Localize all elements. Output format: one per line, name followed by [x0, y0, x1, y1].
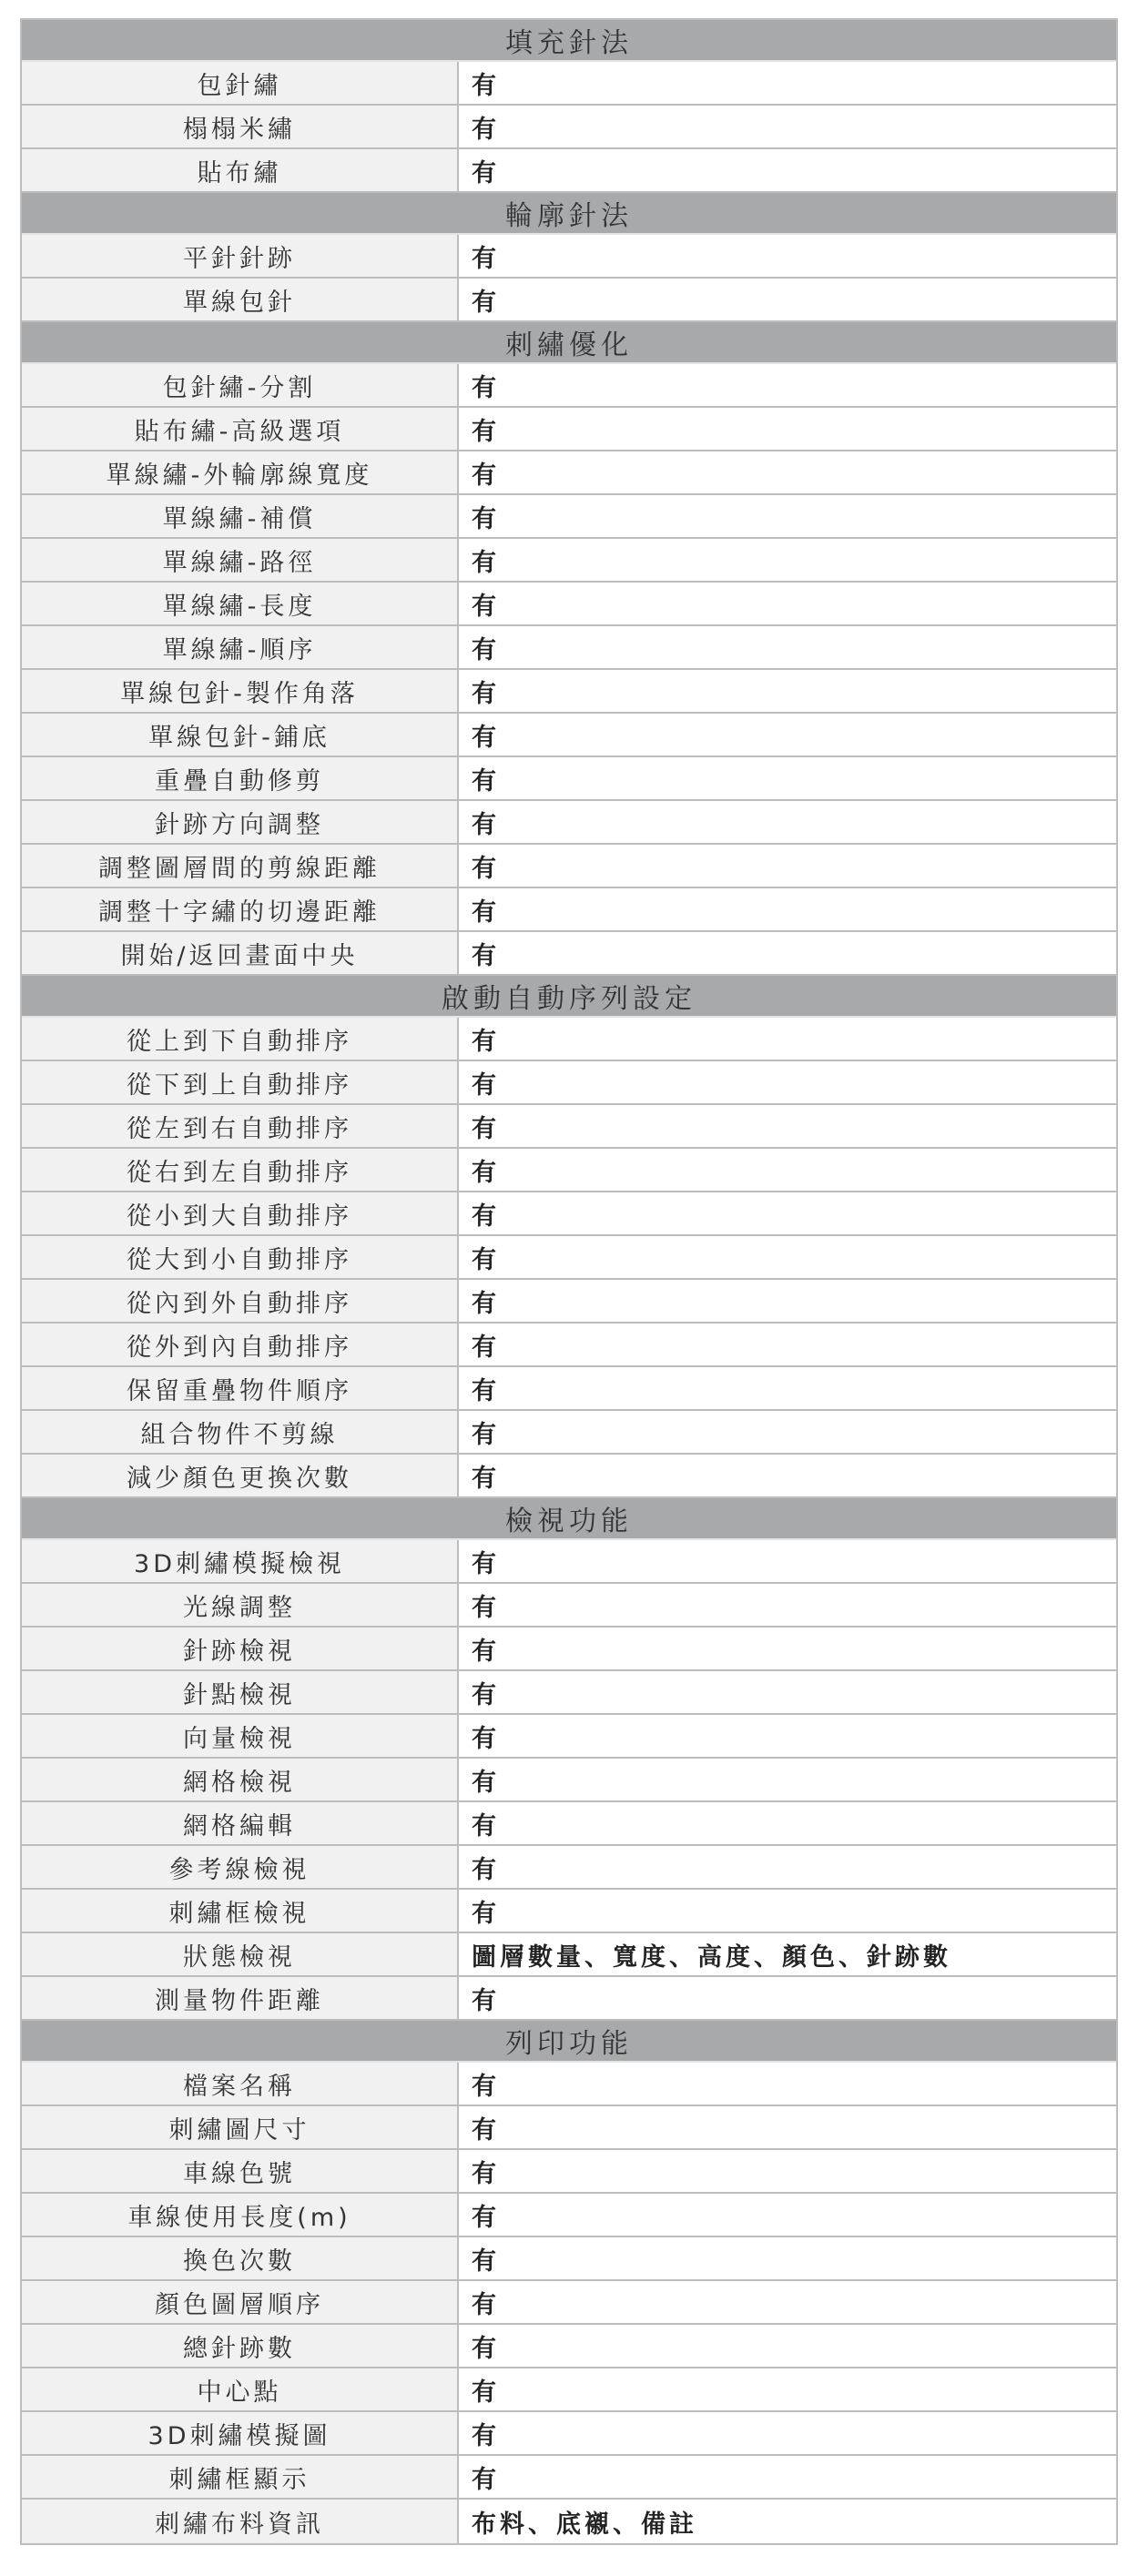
table-row: [22, 1411, 1116, 1455]
row-label: 從外到內自動排序: [22, 1323, 459, 1365]
row-label: 刺繡圖尺寸: [22, 2106, 459, 2148]
row-label: 重疊自動修剪: [22, 757, 459, 799]
table-row: [22, 2412, 1116, 2456]
table-row: [22, 1584, 1116, 1628]
row-value: 有: [472, 941, 500, 970]
row-value: 有: [472, 723, 500, 752]
row-value: 有: [472, 2246, 500, 2276]
row-label: 測量物件距離: [22, 1977, 459, 2019]
section-header: 列印功能: [22, 2021, 1116, 2063]
table-row: [22, 2456, 1116, 2500]
table-row: [22, 1890, 1116, 1933]
row-value: 有: [472, 461, 500, 490]
row-value: 有: [472, 1289, 500, 1318]
table-row: [22, 1977, 1116, 2021]
row-value: 有: [472, 1768, 500, 1797]
row-label: 從下到上自動排序: [22, 1061, 459, 1103]
row-value: 有: [472, 2203, 500, 2232]
row-label: 檔案名稱: [22, 2063, 459, 2104]
row-value: 有: [472, 1549, 500, 1578]
row-label: 從左到右自動排序: [22, 1105, 459, 1147]
row-value: 有: [472, 2072, 500, 2101]
row-value: 有: [472, 244, 500, 273]
row-value: 有: [472, 635, 500, 664]
row-value: 有: [472, 288, 500, 317]
row-label: 網格編輯: [22, 1802, 459, 1844]
table-row: [22, 1280, 1116, 1323]
table-row: [22, 1933, 1116, 1977]
row-label: 從上到下自動排序: [22, 1018, 459, 1060]
table-row: [22, 2106, 1116, 2150]
section-auto-sequence: [22, 976, 1116, 1498]
row-label: 榻榻米繡: [22, 106, 459, 147]
table-row: [22, 539, 1116, 583]
row-label: 刺繡框檢視: [22, 1890, 459, 1932]
row-label: 刺繡框顯示: [22, 2456, 459, 2498]
table-row: [22, 1846, 1116, 1890]
section-fill-stitch: [22, 20, 1116, 193]
table-row: [22, 1455, 1116, 1498]
row-value: 布料、底襯、備註: [472, 2510, 697, 2539]
table-row: [22, 1018, 1116, 1061]
row-label: 刺繡布料資訊: [22, 2500, 459, 2543]
row-value: 有: [472, 1376, 500, 1405]
row-value: 有: [472, 1202, 500, 1231]
row-value: 有: [472, 1333, 500, 1362]
row-label: 車線使用長度(m): [22, 2194, 459, 2236]
row-label: 保留重疊物件順序: [22, 1367, 459, 1409]
table-row: [22, 1759, 1116, 1802]
row-value: 有: [472, 1245, 500, 1274]
row-label: 3D刺繡模擬檢視: [22, 1540, 459, 1582]
row-label: 網格檢視: [22, 1759, 459, 1800]
row-label: 針點檢視: [22, 1671, 459, 1713]
table-row: [22, 626, 1116, 670]
row-value: 有: [472, 158, 500, 188]
section-header: 檢視功能: [22, 1498, 1116, 1540]
row-label: 總針跡數: [22, 2325, 459, 2367]
section-print-functions: [22, 2021, 1116, 2543]
row-value: 有: [472, 417, 500, 446]
row-value: 有: [472, 1420, 500, 1449]
table-row: [22, 583, 1116, 626]
table-row: [22, 1802, 1116, 1846]
row-value: 有: [472, 679, 500, 708]
row-label: 組合物件不剪線: [22, 1411, 459, 1453]
row-value: 有: [472, 1855, 500, 1884]
row-label: 從右到左自動排序: [22, 1149, 459, 1191]
table-row: [22, 932, 1116, 976]
row-value: 有: [472, 1724, 500, 1753]
section-view-functions: [22, 1498, 1116, 2021]
table-row: [22, 408, 1116, 451]
table-row: [22, 2500, 1116, 2543]
row-value: 有: [472, 1593, 500, 1622]
row-label: 單線包針-鋪底: [22, 714, 459, 756]
row-value: 有: [472, 1114, 500, 1143]
row-value: 有: [472, 1070, 500, 1100]
row-label: 單線包針: [22, 279, 459, 320]
table-row: [22, 2281, 1116, 2325]
table-row: [22, 888, 1116, 932]
table-row: [22, 279, 1116, 322]
table-row: [22, 1061, 1116, 1105]
row-label: 平針針跡: [22, 235, 459, 277]
row-label: 從大到小自動排序: [22, 1236, 459, 1278]
table-row: [22, 1149, 1116, 1192]
row-label: 車線色號: [22, 2150, 459, 2192]
row-value: 有: [472, 373, 500, 402]
row-label: 狀態檢視: [22, 1933, 459, 1975]
row-label: 針跡檢視: [22, 1628, 459, 1669]
row-label: 貼布繡-高級選項: [22, 408, 459, 450]
table-row: [22, 2194, 1116, 2237]
row-label: 換色次數: [22, 2237, 459, 2279]
row-value: 有: [472, 2378, 500, 2407]
row-value: 有: [472, 1680, 500, 1709]
row-label: 包針繡: [22, 62, 459, 104]
table-row: [22, 1236, 1116, 1280]
row-value: 有: [472, 2421, 500, 2450]
row-value: 圖層數量、寬度、高度、顏色、針跡數: [472, 1942, 951, 1972]
section-header: 填充針法: [22, 20, 1116, 62]
table-row: [22, 1540, 1116, 1584]
row-label: 單線繡-外輪廓線寬度: [22, 451, 459, 493]
table-row: [22, 235, 1116, 279]
row-label: 減少顏色更換次數: [22, 1455, 459, 1496]
table-row: [22, 1367, 1116, 1411]
table-row: [22, 801, 1116, 845]
row-value: 有: [472, 2465, 500, 2494]
row-value: 有: [472, 2334, 500, 2363]
row-value: 有: [472, 1986, 500, 2015]
row-label: 調整圖層間的剪線距離: [22, 845, 459, 887]
row-value: 有: [472, 592, 500, 621]
row-value: 有: [472, 1158, 500, 1187]
table-row: [22, 451, 1116, 495]
row-value: 有: [472, 2290, 500, 2319]
table-row: [22, 757, 1116, 801]
row-label: 顏色圖層順序: [22, 2281, 459, 2323]
table-row: [22, 1105, 1116, 1149]
row-value: 有: [472, 898, 500, 927]
section-header: 啟動自動序列設定: [22, 976, 1116, 1018]
row-label: 單線繡-長度: [22, 583, 459, 624]
row-label: 單線繡-補償: [22, 495, 459, 537]
table-row: [22, 2325, 1116, 2368]
table-row: [22, 149, 1116, 193]
table-row: [22, 1628, 1116, 1671]
table-row: [22, 1671, 1116, 1715]
table-row: [22, 2237, 1116, 2281]
table-row: [22, 106, 1116, 149]
row-value: 有: [472, 504, 500, 533]
row-label: 從內到外自動排序: [22, 1280, 459, 1322]
row-value: 有: [472, 1027, 500, 1056]
table-row: [22, 845, 1116, 888]
row-label: 向量檢視: [22, 1715, 459, 1757]
table-row: [22, 1323, 1116, 1367]
row-label: 3D刺繡模擬圖: [22, 2412, 459, 2454]
table-row: [22, 670, 1116, 714]
row-value: 有: [472, 1899, 500, 1928]
table-row: [22, 1192, 1116, 1236]
row-label: 包針繡-分割: [22, 364, 459, 406]
table-row: [22, 495, 1116, 539]
section-header: 輪廓針法: [22, 193, 1116, 235]
table-row: [22, 2150, 1116, 2194]
row-value: 有: [472, 1464, 500, 1493]
section-header: 刺繡優化: [22, 322, 1116, 364]
row-value: 有: [472, 71, 500, 100]
row-value: 有: [472, 2115, 500, 2145]
row-value: 有: [472, 2159, 500, 2188]
spec-table: [20, 18, 1118, 2545]
table-row: [22, 2368, 1116, 2412]
row-label: 中心點: [22, 2368, 459, 2410]
row-value: 有: [472, 766, 500, 796]
row-label: 光線調整: [22, 1584, 459, 1626]
row-value: 有: [472, 1637, 500, 1666]
section-outline-stitch: [22, 193, 1116, 322]
row-value: 有: [472, 115, 500, 144]
table-row: [22, 62, 1116, 106]
row-label: 貼布繡: [22, 149, 459, 191]
row-label: 單線繡-路徑: [22, 539, 459, 581]
table-row: [22, 1715, 1116, 1759]
section-embroidery-optimization: [22, 322, 1116, 976]
row-label: 調整十字繡的切邊距離: [22, 888, 459, 930]
row-label: 針跡方向調整: [22, 801, 459, 843]
row-value: 有: [472, 854, 500, 883]
row-label: 單線繡-順序: [22, 626, 459, 668]
row-label: 從小到大自動排序: [22, 1192, 459, 1234]
row-label: 單線包針-製作角落: [22, 670, 459, 712]
row-label: 參考線檢視: [22, 1846, 459, 1888]
row-value: 有: [472, 810, 500, 839]
table-row: [22, 714, 1116, 757]
table-row: [22, 2063, 1116, 2106]
row-value: 有: [472, 548, 500, 577]
row-value: 有: [472, 1811, 500, 1841]
table-row: [22, 364, 1116, 408]
row-label: 開始/返回畫面中央: [22, 932, 459, 974]
